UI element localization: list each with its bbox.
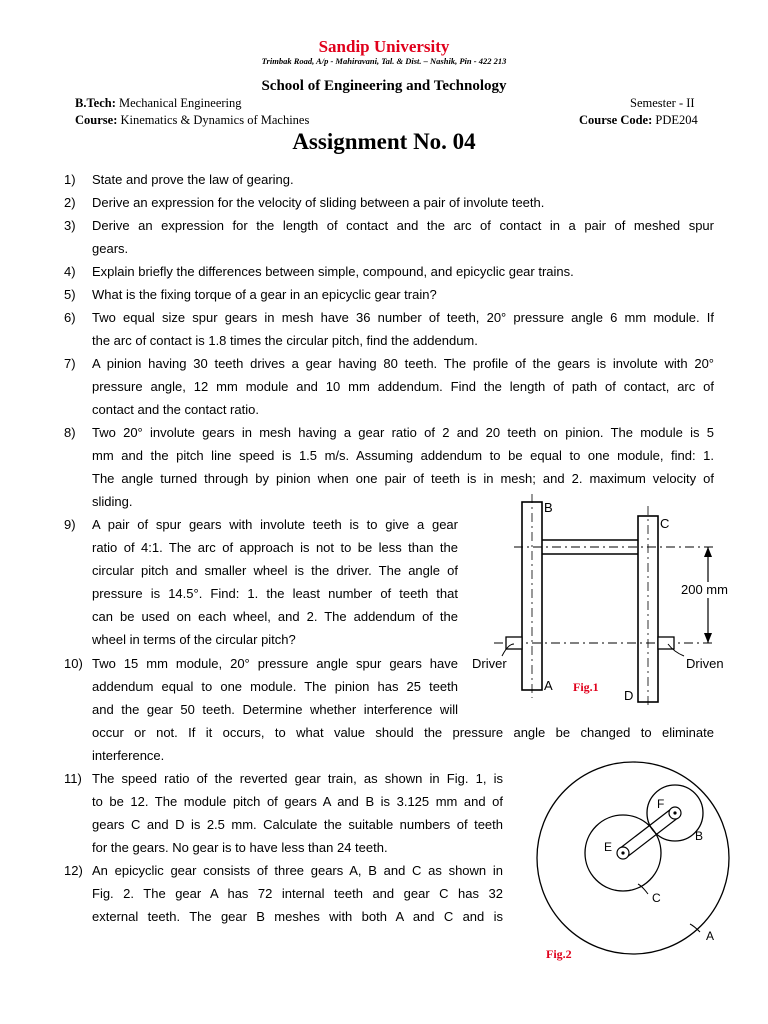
fig2-caption: Fig.2 xyxy=(546,947,572,961)
question-line: ratio of 4:1. The arc of approach is not to be less than the xyxy=(92,540,458,555)
fig2-label-e: E xyxy=(604,840,613,854)
question-line: A pair of spur gears with involute teeth is to give a gear xyxy=(92,517,458,532)
question-number: 11) xyxy=(64,771,82,786)
fig1-label-b: B xyxy=(544,500,553,515)
question-number: 2) xyxy=(64,195,76,210)
question-line: pressure angle, 12 mm module and 10 mm addendum. Find the length of path of contact, arc of xyxy=(92,379,714,394)
btech-label: B.Tech: xyxy=(75,96,116,110)
school-name: School of Engineering and Technology xyxy=(261,78,507,94)
question-line: Explain briefly the differences between simple, compound, and epicyclic gear trains. xyxy=(92,264,574,279)
question-line: pressure is 14.5°. Find: 1. the least number of teeth that xyxy=(92,586,458,601)
fig1-caption: Fig.1 xyxy=(573,680,599,694)
question-line: interference. xyxy=(92,748,165,763)
question-line: Derive an expression for the velocity of sliding between a pair of involute teeth. xyxy=(92,195,545,210)
course-value: Kinematics & Dynamics of Machines xyxy=(120,113,310,127)
question-number: 5) xyxy=(64,287,76,302)
question-line: What is the fixing torque of a gear in an epicyclic gear train? xyxy=(92,287,437,302)
course-code-value: PDE204 xyxy=(655,113,698,127)
question-number: 6) xyxy=(64,310,76,325)
fig2-epicyclic-gear xyxy=(520,762,750,968)
question-line: and the gear 50 teeth. Determine whether interference will xyxy=(92,702,458,717)
dimension-label: 200 mm xyxy=(681,582,728,597)
question-line: Two equal size spur gears in mesh have 36 number of teeth, 20° pressure angle 6 mm module. If xyxy=(92,310,714,325)
question-number: 3) xyxy=(64,218,76,233)
question-line: external teeth. The gear B meshes with both A and C and is xyxy=(92,909,503,924)
course-code-line xyxy=(579,113,698,128)
question-line: occur or not. If it occurs, to what value should the pressure angle be changed to eliminate xyxy=(92,725,714,740)
fig1-driven-label: Driven xyxy=(686,656,724,671)
driven-shaft xyxy=(658,637,674,649)
dimension-arrow-down xyxy=(704,633,712,643)
fig2-label-c: C xyxy=(652,891,661,905)
fig2-label-b: B xyxy=(695,829,704,843)
fig1-label-c: C xyxy=(660,516,670,531)
question-number: 7) xyxy=(64,356,76,371)
course-line xyxy=(75,113,309,128)
dimension-arrow-up xyxy=(704,547,712,557)
question-number: 10) xyxy=(64,656,83,671)
btech-value: Mechanical Engineering xyxy=(119,96,242,110)
fig2-label-f: F xyxy=(657,797,665,811)
question-line: The speed ratio of the reverted gear train, as shown in Fig. 1, is xyxy=(92,771,503,786)
question-line: contact and the contact ratio. xyxy=(92,402,259,417)
question-line: An epicyclic gear consists of three gears A, B and C as shown in xyxy=(92,863,503,878)
question-line: State and prove the law of gearing. xyxy=(92,172,294,187)
question-line: to be 12. The module pitch of gears A and B is 3.125 mm and of xyxy=(92,794,503,809)
fig1-reverted-gear-train xyxy=(472,494,748,708)
question-number: 1) xyxy=(64,172,76,187)
semester: Semester - II xyxy=(630,96,695,110)
question-line: sliding. xyxy=(92,494,133,509)
fig2-label-a: A xyxy=(706,929,715,943)
question-number: 12) xyxy=(64,863,83,878)
question-line: A pinion having 30 teeth drives a gear having 80 teeth. The profile of the gears is involute with 20° xyxy=(92,356,714,371)
question-line: wheel in terms of the circular pitch? xyxy=(92,632,296,647)
question-line: the arc of contact is 1.8 times the circular pitch, find the addendum. xyxy=(92,333,478,348)
gear-a-internal xyxy=(537,762,729,954)
question-line: gears. xyxy=(92,241,129,256)
course-code-label: Course Code: xyxy=(579,113,653,127)
fig1-label-d: D xyxy=(624,688,634,703)
fig1-driver-label: Driver xyxy=(472,656,507,671)
question-line: circular pitch and smaller wheel is the driver. The angle of xyxy=(92,563,458,578)
question-number: 8) xyxy=(64,425,76,440)
assignment-title: Assignment No. 04 xyxy=(292,129,476,154)
question-number: 4) xyxy=(64,264,76,279)
question-line: addendum equal to one module. The pinion has 25 teeth xyxy=(92,679,458,694)
question-line: Derive an expression for the length of contact and the arc of contact in a pair of meshed spur xyxy=(92,218,714,233)
fig1-label-a: A xyxy=(544,678,553,693)
university-address: Trimbak Road, A/p - Mahiravani, Tal. & Dist. – Nashik, Pin - 422 213 xyxy=(261,56,507,66)
question-line: Two 20° involute gears in mesh having a gear ratio of 2 and 20 teeth on pinion. The module is 5 xyxy=(92,425,714,440)
question-line: for the gears. No gear is to have less than 24 teeth. xyxy=(92,840,388,855)
question-line: The angle turned through by pinion when one pair of teeth is in mesh; and 2. maximum velocity of xyxy=(92,471,714,486)
question-line: can be used on each wheel, and 2. The addendum of the xyxy=(92,609,458,624)
question-line: gears C and D is 2.5 mm. Calculate the suitable numbers of teeth xyxy=(92,817,503,832)
question-line: mm and the pitch line speed is 1.5 m/s. Assuming addendum to be equal to one module, find: 1. xyxy=(92,448,714,463)
question-number: 9) xyxy=(64,517,76,532)
university-name: Sandip University xyxy=(318,37,450,56)
course-label: Course: xyxy=(75,113,118,127)
question-line: Fig. 2. The gear A has 72 internal teeth and gear C has 32 xyxy=(92,886,503,901)
program-line xyxy=(75,96,242,111)
question-line: Two 15 mm module, 20° pressure angle spur gears have xyxy=(92,656,458,671)
